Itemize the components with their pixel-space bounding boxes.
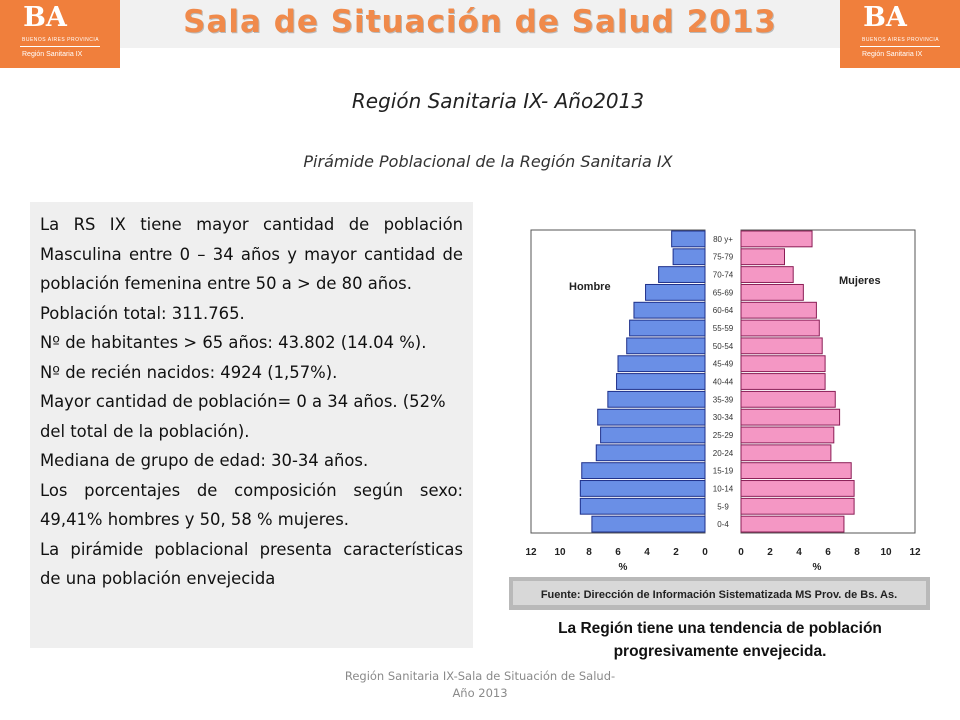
legend-hombre: Hombre: [569, 281, 611, 293]
age-group-label: 80 y+: [713, 234, 733, 244]
logo-letters: BA: [863, 2, 907, 33]
bar-mujeres: [741, 356, 825, 372]
inhabitants-over-65: Nº de habitantes > 65 años: 43.802 (14.04 %).: [40, 333, 427, 352]
chart-source: Fuente: Dirección de Información Sistematizada MS Prov. de Bs. As.: [540, 589, 898, 601]
age-group-label: 30-34: [712, 413, 734, 423]
age-group-label: 15-19: [712, 466, 734, 476]
bar-mujeres: [741, 409, 840, 425]
bar-hombre: [634, 302, 705, 318]
age-group-label: 70-74: [712, 270, 734, 280]
logo-letters: BA: [23, 2, 67, 33]
age-group-label: 55-59: [712, 324, 734, 334]
x-tick-left: 0: [702, 547, 708, 558]
x-tick-right: 0: [738, 547, 744, 558]
logo-region: Región Sanitaria IX: [22, 51, 83, 58]
footer: Región Sanitaria IX-Sala de Situación de Salud-Año 2013: [344, 669, 616, 700]
x-tick-right: 12: [909, 547, 921, 558]
x-tick-left: 12: [525, 547, 537, 558]
summary-paragraph: La RS IX tiene mayor cantidad de población Masculina entre 0 – 34 años y mayor cantidad de población femenina entre 50 a > de 80 años.: [40, 215, 463, 293]
x-tick-left: 2: [673, 547, 679, 558]
logo-province: BUENOS AIRES PROVINCIA: [22, 37, 100, 43]
bar-mujeres: [741, 267, 793, 283]
bar-mujeres: [741, 284, 803, 300]
bar-hombre: [580, 498, 705, 514]
page-title: Sala de Situación de Salud 2013: [183, 4, 777, 40]
logo-left: [0, 0, 120, 68]
x-tick-right: 10: [880, 547, 892, 558]
bar-mujeres: [741, 231, 812, 247]
bar-hombre: [592, 516, 705, 532]
age-group-label: 75-79: [712, 252, 734, 262]
bar-hombre: [659, 267, 705, 283]
age-group-label: 10-14: [712, 484, 734, 494]
bar-hombre: [618, 356, 705, 372]
x-tick-right: 6: [825, 547, 831, 558]
age-group-label: 65-69: [712, 288, 734, 298]
bar-mujeres: [741, 498, 854, 514]
x-tick-right: 2: [767, 547, 773, 558]
x-tick-left: 4: [644, 547, 650, 558]
age-group-label: 50-54: [712, 341, 734, 351]
age-group-label: 5-9: [717, 502, 729, 512]
bar-hombre: [630, 320, 705, 336]
logo-divider: [860, 46, 940, 47]
age-group-label: 0-4: [717, 520, 729, 530]
bar-hombre: [646, 284, 705, 300]
age-group-label: 25-29: [712, 430, 734, 440]
legend-mujeres: Mujeres: [839, 275, 881, 287]
x-axis-label-left: %: [618, 562, 628, 573]
bar-mujeres: [741, 427, 834, 443]
bar-mujeres: [741, 481, 854, 497]
logo-right: [840, 0, 960, 68]
age-group-label: 20-24: [712, 448, 734, 458]
bar-mujeres: [741, 338, 822, 354]
bar-mujeres: [741, 320, 819, 336]
age-group-label: 60-64: [712, 306, 734, 316]
bar-hombre: [596, 445, 705, 461]
sex-composition: Los porcentajes de composición según sexo: 49,41% hombres y 50, 58 % mujeres.: [40, 480, 463, 529]
chart-caption: La Región tiene una tendencia de población progresivamente envejecida.: [558, 620, 882, 660]
chart-frame: [509, 217, 930, 610]
bar-mujeres: [741, 391, 835, 407]
newborns: Nº de recién nacidos: 4924 (1,57%).: [40, 362, 338, 382]
x-tick-left: 6: [615, 547, 621, 558]
bar-hombre: [617, 374, 705, 390]
x-tick-right: 8: [854, 547, 860, 558]
bar-hombre: [580, 481, 705, 497]
logo-region: Región Sanitaria IX: [862, 51, 923, 58]
bar-hombre: [582, 463, 705, 479]
bar-mujeres: [741, 249, 785, 265]
bar-hombre: [673, 249, 705, 265]
total-population: Población total: 311.765.: [40, 303, 245, 323]
logo-province: BUENOS AIRES PROVINCIA: [862, 37, 940, 43]
bar-hombre: [672, 231, 705, 247]
title-banner: [0, 0, 960, 48]
chart-title: Pirámide Poblacional de la Región Sanitaria IX: [303, 152, 673, 171]
bar-mujeres: [741, 445, 831, 461]
age-group-label: 45-49: [712, 359, 734, 369]
bar-mujeres: [741, 463, 851, 479]
x-axis-label-right: %: [812, 562, 822, 573]
median-age-group: Mediana de grupo de edad: 30-34 años.: [40, 451, 369, 470]
bar-hombre: [608, 391, 705, 407]
x-tick-right: 4: [796, 547, 802, 558]
population-pyramid-chart: [509, 217, 930, 610]
bar-hombre: [627, 338, 705, 354]
age-group-label: 40-44: [712, 377, 734, 387]
bar-hombre: [598, 409, 705, 425]
summary-textbox: [30, 202, 473, 648]
largest-population: Mayor cantidad de población= 0 a 34 años. (52% del total de la población).: [40, 392, 446, 441]
bar-mujeres: [741, 374, 825, 390]
bar-hombre: [601, 427, 705, 443]
logo-divider: [20, 46, 100, 47]
pyramid-conclusion: La pirámide poblacional presenta características de una población envejecida: [40, 539, 463, 588]
bar-mujeres: [741, 302, 816, 318]
age-group-label: 35-39: [712, 395, 734, 405]
page-subtitle: Región Sanitaria IX- Año2013: [351, 89, 645, 113]
bar-mujeres: [741, 516, 844, 532]
x-tick-left: 8: [586, 547, 592, 558]
x-tick-left: 10: [554, 547, 566, 558]
